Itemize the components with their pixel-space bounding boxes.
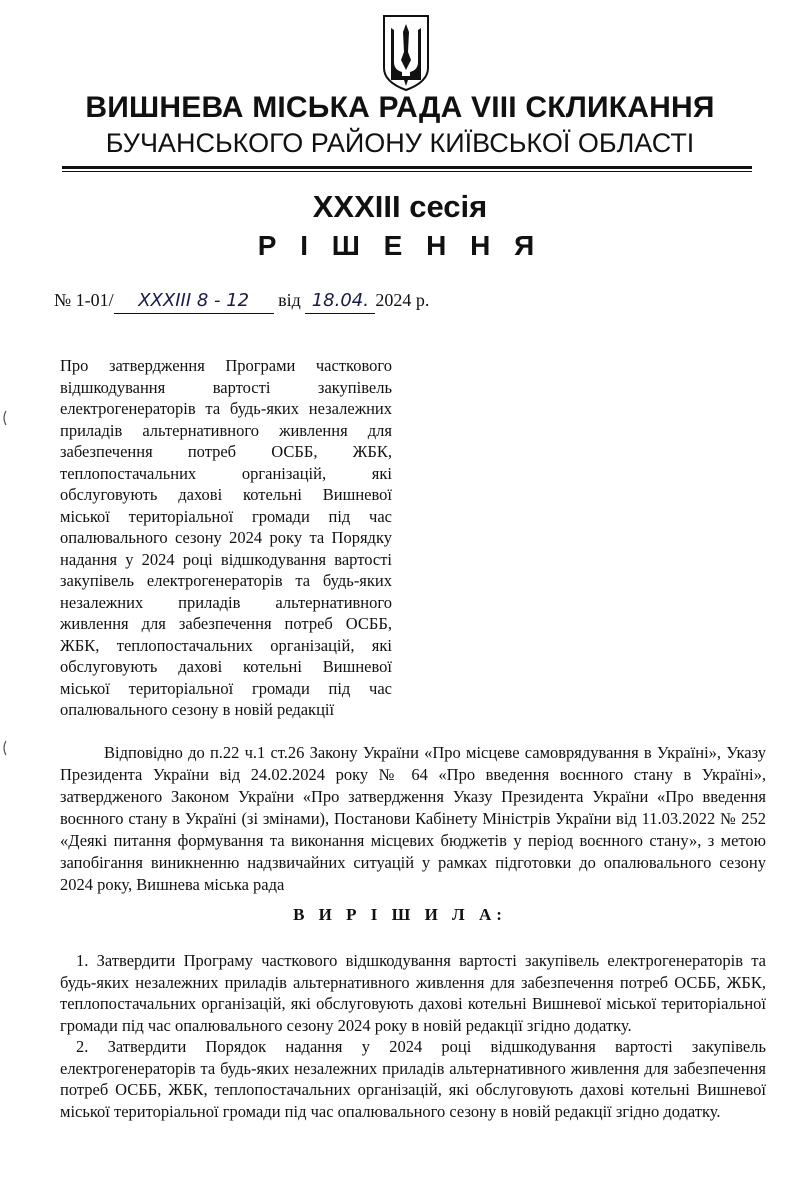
decision-number-field: [114, 288, 274, 314]
decision-point-1: 1. Затвердити Програму часткового відшкодування вартості закупівель електрогенераторів та будь-яких незалежних приладів альтернативного живлення для забезпечення потреб ОСББ, ЖБК, теплопостачальних організацій, які обслуговують дахові котельні Вишневої міської територіальної громади під час опалювального сезону 2024 року в новій редакції згідно додатку.: [60, 951, 766, 1035]
decision-preamble: Відповідно до п.22 ч.1 ст.26 Закону України «Про місцеве самоврядування в Україні», Указу Президента України від 24.02.2024 року № 64 «Про введення воєнного стану в Україні», затвердженого Законом України «Про затвердження Указу Президента України «Про введення воєнного стану в Україні (зі змінами), Постанови Кабінету Міністрів України від 11.03.2022 № 252 «Деякі питання формування та виконання місцевих бюджетів у період воєнного стану», з метою запобігання виникненню надзвичайних ситуацій у рамках підготовки до опалювального сезону 2024 року, Вишнева міська рада: [60, 743, 766, 894]
council-district: БУЧАНСЬКОГО РАЙОНУ КИЇВСЬКОЇ ОБЛАСТІ: [105, 128, 695, 158]
decision-number-line: [54, 288, 429, 312]
resolved-heading: В И Р І Ш И Л А:: [293, 905, 507, 924]
decision-point-2: 2. Затвердити Порядок надання у 2024 році відшкодування вартості закупівель електрогенераторів та будь-яких незалежних приладів альтернативного живлення для забезпечення потреб ОСББ, ЖБК, теплопостачальних організацій, які обслуговують дахові котельні Вишневої міської територіальної громади під час опалювального сезону в новій редакції згідно додатку.: [60, 1037, 766, 1121]
session-title: XXXIII сесія: [312, 189, 488, 224]
scan-edge-mark: [0, 740, 8, 756]
date-from-label: від: [278, 290, 301, 310]
number-prefix: № 1-01/: [54, 290, 114, 310]
council-name: ВИШНЕВА МІСЬКА РАДА VIII СКЛИКАННЯ: [85, 91, 715, 124]
decision-points: [60, 950, 766, 1122]
decision-title: Р І Ш Е Н Н Я: [257, 230, 543, 261]
header-divider-thin: [62, 171, 752, 172]
decision-subject: Про затвердження Програми часткового відшкодування вартості закупівель електрогенераторів та будь-яких незалежних приладів альтернативного живлення для забезпечення потреб ОСББ, ЖБК, теплопостачальних організацій, які обслуговують дахові котельні Вишневої міської територіальної громади під час опалювального сезону 2024 року та Порядку надання у 2024 році відшкодування вартості закупівель електрогенераторів та будь-яких незалежних приладів альтернативного живлення для забезпечення потреб ОСББ, ЖБК, теплопостачальних організацій, які обслуговують дахові котельні Вишневої міської територіальної громади під час опалювального сезону в новій редакції: [60, 356, 392, 719]
handwritten-date: 18.04.: [311, 290, 369, 311]
scan-edge-mark: [0, 410, 8, 426]
trident-emblem-icon: [378, 12, 434, 92]
decision-date-field: [305, 288, 375, 314]
header-divider-thick: [62, 166, 752, 169]
decision-year: 2024 р.: [375, 290, 430, 310]
handwritten-number: XXXIII 8 - 12: [138, 290, 250, 311]
